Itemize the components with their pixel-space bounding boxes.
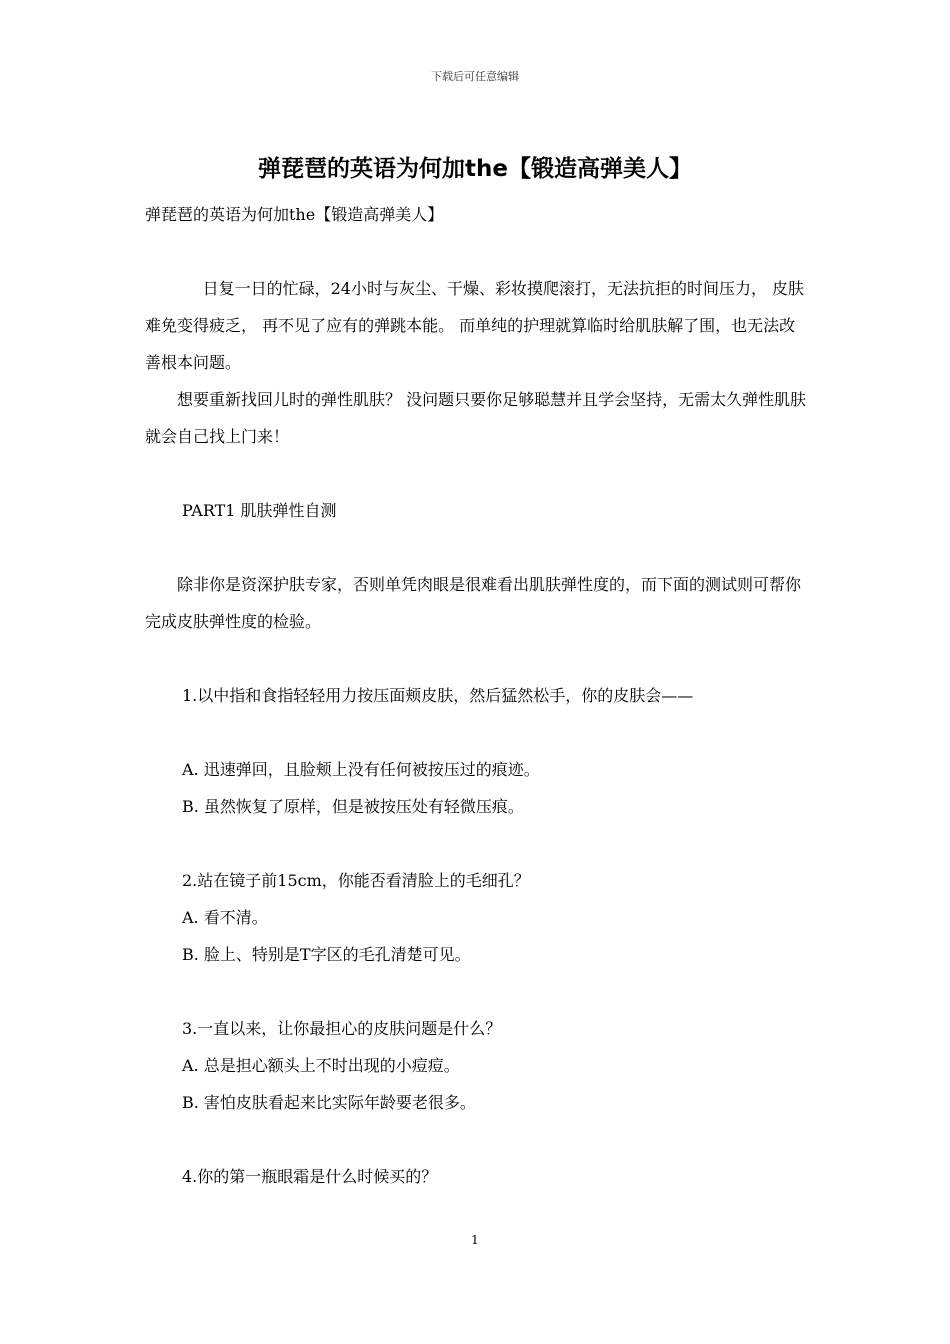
subtitle: 弹琵琶的英语为何加the【锻造高弹美人】 [145,205,444,224]
question-2-option-b: B. 脸上、特别是T字区的毛孔清楚可见。 [182,945,471,964]
blank-line [145,825,807,862]
blank-line [145,233,807,270]
question-2-option-a: A. 看不清。 [182,908,268,927]
question-1-option-b: B. 虽然恢复了原样，但是被按压处有轻微压痕。 [182,797,524,816]
question-3-option-b: B. 害怕皮肤看起来比实际年龄要老很多。 [182,1093,476,1112]
question-1: 1.以中指和食指轻轻用力按压面颊皮肤，然后猛然松手，你的皮肤会—— [182,686,694,705]
page-number: 1 [471,1233,479,1247]
header-note: 下载后可任意编辑 [431,70,519,83]
document-title: 弹琵琶的英语为何加the【锻造高弹美人】 [258,156,692,182]
blank-line [145,529,807,566]
question-3: 3.一直以来，让你最担心的皮肤问题是什么？ [182,1019,502,1038]
blank-line [145,973,807,1010]
second-paragraph: 想要重新找回儿时的弹性肌肤？ 没问题只要你足够聪慧并且学会坚持，无需太久弹性肌肤就会自己找上门来！ [145,390,807,446]
blank-line [145,455,807,492]
question-2: 2.站在镜子前15cm，你能否看清脸上的毛细孔？ [182,871,530,890]
blank-line [145,640,807,677]
blank-line [145,1121,807,1158]
question-1-option-a: A. 迅速弹回，且脸颊上没有任何被按压过的痕迹。 [182,760,540,779]
question-3-option-a: A. 总是担心额头上不时出现的小痘痘。 [182,1056,460,1075]
part1-heading: PART1 肌肤弹性自测 [182,501,337,520]
document-body [145,196,807,1195]
question-4: 4.你的第一瓶眼霜是什么时候买的？ [182,1167,438,1186]
blank-line [145,714,807,751]
part1-intro: 除非你是资深护肤专家，否则单凭肉眼是很难看出肌肤弹性度的，而下面的测试则可帮你完成皮肤弹性度的检验。 [145,575,802,631]
intro-paragraph: 日复一日的忙碌，24小时与灰尘、干燥、彩妆摸爬滚打，无法抗拒的时间压力， 皮肤难免变得疲乏， 再不见了应有的弹跳本能。 而单纯的护理就算临时给肌肤解了围，也无法改善根本问题。 [145,279,805,372]
